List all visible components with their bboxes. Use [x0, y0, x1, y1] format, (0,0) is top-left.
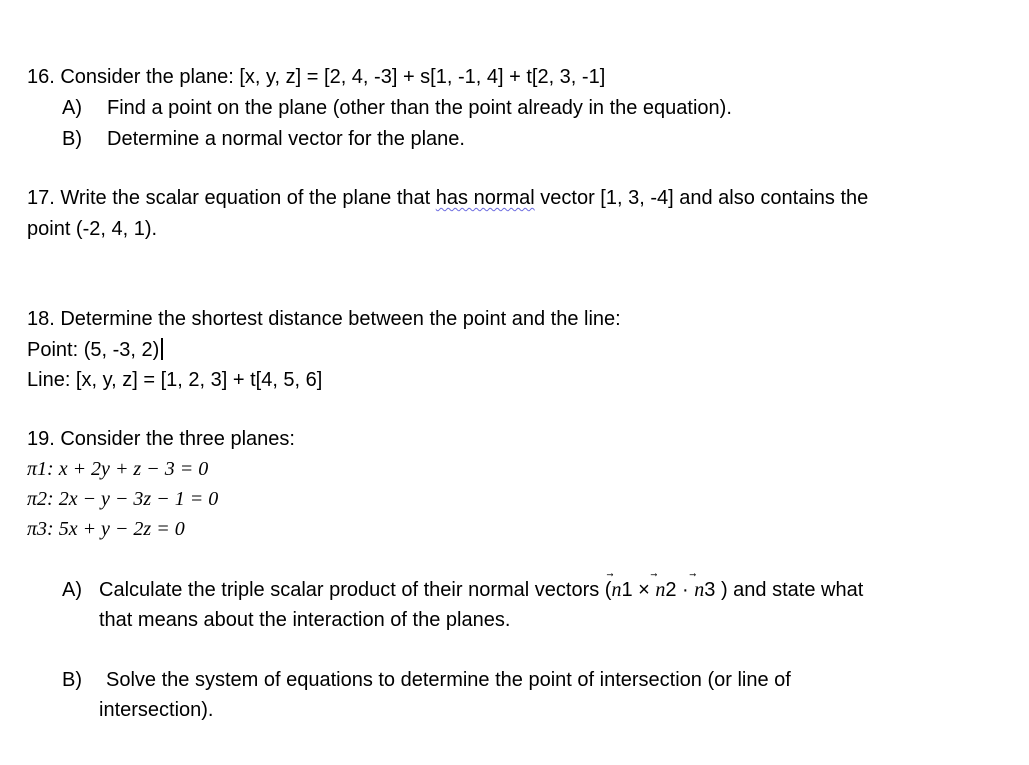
q19-part-b-line-2: intersection). [99, 699, 214, 721]
q18-stem: 18. Determine the shortest distance between the point and the line: [27, 308, 621, 330]
q16-stem: 16. Consider the plane: [x, y, z] = [2, 4, -3] + s[1, -1, 4] + t[2, 3, -1] [27, 66, 606, 88]
q19-plane-2 [27, 487, 218, 511]
q19-part-a-line-1 [99, 578, 863, 602]
dot-operator: · [676, 579, 695, 601]
normal-vector-2 [655, 578, 665, 602]
q19-stem: 19. Consider the three planes: [27, 428, 295, 450]
q18-point: Point: (5, -3, 2) [27, 339, 160, 361]
plane-3-label: π3: [27, 518, 59, 540]
q19-plane-1 [27, 457, 208, 481]
normal-vector-3 [694, 578, 704, 602]
q19-part-a-text-2: ) and state what [715, 579, 864, 601]
plane-3-equation: 5x + y − 2z = 0 [58, 518, 185, 540]
q16-part-b-label: B) [62, 128, 82, 150]
q19-plane-3 [27, 517, 185, 541]
text-cursor [161, 338, 163, 360]
q17-text-part-1: 17. Write the scalar equation of the plane that [27, 187, 436, 209]
plane-1-equation: x + 2y + z − 3 = 0 [58, 458, 209, 480]
q19-part-a-label: A) [62, 579, 82, 601]
normal-2-index: 2 [665, 579, 677, 601]
normal-3-index: 3 [704, 579, 716, 601]
q19-part-a-text-1: Calculate the triple scalar product of their normal vectors ( [99, 579, 612, 601]
q19-part-b-line-1: Solve the system of equations to determine the point of intersection (or line of [106, 669, 791, 691]
q18-line: Line: [x, y, z] = [1, 2, 3] + t[4, 5, 6] [27, 369, 323, 391]
q19-part-b-label: B) [62, 669, 82, 691]
q17-line-1 [27, 186, 868, 210]
plane-1-label: π1: [27, 458, 59, 480]
q17-text-part-2: vector [1, 3, -4] and also contains the [534, 187, 869, 209]
spellcheck-underline[interactable]: has normal [435, 187, 535, 209]
q16-part-b-text: Determine a normal vector for the plane. [107, 128, 465, 150]
normal-symbol: n [611, 579, 622, 601]
plane-2-equation: 2x − y − 3z − 1 = 0 [58, 488, 219, 510]
q16-part-a-text: Find a point on the plane (other than the point already in the equation). [107, 97, 732, 119]
q19-part-a-line-2: that means about the interaction of the planes. [99, 609, 511, 631]
normal-symbol: n [655, 579, 666, 601]
q17-line-2: point (-2, 4, 1). [27, 218, 158, 240]
normal-vector-1 [611, 578, 621, 602]
q16-part-a-label: A) [62, 97, 82, 119]
q18-point-line [27, 338, 163, 362]
plane-2-label: π2: [27, 488, 59, 510]
normal-symbol: n [694, 579, 705, 601]
cross-operator: × [632, 579, 656, 601]
normal-1-index: 1 [621, 579, 633, 601]
